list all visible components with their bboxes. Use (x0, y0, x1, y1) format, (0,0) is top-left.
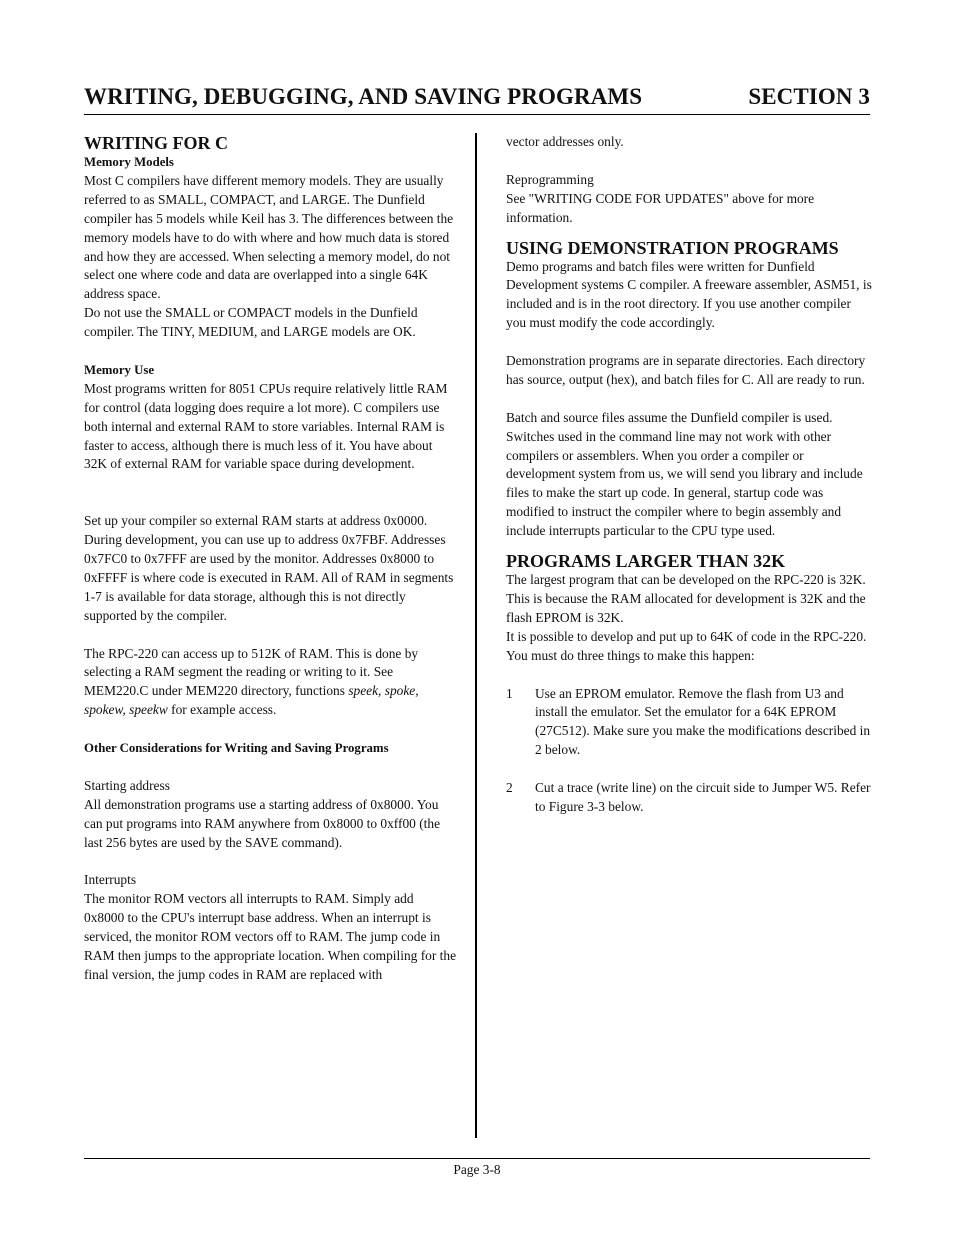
larger-paragraph-1: The largest program that can be developed on the RPC-220 is 32K. This is because the RAM allocated for development is 32K and the flash EPROM is 32K. (506, 572, 866, 625)
memory-models-note: Do not use the SMALL or COMPACT models in the Dunfield compiler. The TINY, MEDIUM, and LARGE models are OK. (84, 305, 418, 340)
section-number: SECTION 3 (748, 84, 870, 109)
list-item-text: Use an EPROM emulator. Remove the flash from U3 and install the emulator. Set the emulator for a 64K EPROM (27C512). Make sure you make the modifications described in 2 below. (535, 685, 871, 758)
demo-programs-heading: USING DEMONSTRATION PROGRAMS (506, 237, 839, 258)
demo-paragraph-2: Demonstration programs are in separate directories. Each directory has source, output (hex), and batch files for C. All are ready to run. (506, 353, 866, 387)
list-item-number: 2 (506, 780, 513, 796)
page-header (84, 84, 870, 115)
continued-text: vector addresses only. (506, 134, 624, 149)
section-title: WRITING, DEBUGGING, AND SAVING PROGRAMS (84, 84, 643, 109)
external-ram-paragraph: Set up your compiler so external RAM starts at address 0x0000. During development, you can use up to address 0x7FBF. Addresses 0x7FC0 to 0x7FFF are used by the monitor. Addresses 0x8000 to 0xFFFF is where code is executed in RAM. All of RAM in segments 1-7 is available for data storage, although this is not directly supported by the compiler. (84, 513, 454, 623)
memory-use-paragraph: Most programs written for 8051 CPUs require relatively little RAM for control (data logging does require a lot more). C compilers use both internal and external RAM to store variables. Internal RAM is faster to access, although there is much less of it. You have about 32K of external RAM for variable space during development. (84, 380, 448, 472)
memory-models-paragraph: Most C compilers have different memory models. They are usually referred to as SMALL, COMPACT, and LARGE. The Dunfield compiler has 5 models while Keil has 3. The differences between the memory models have to do with where and how much data is stored and how they are accessed. When selecting a memory model, do not select one where code and data are overlapped into a single 64K address space. (84, 172, 454, 302)
demo-paragraph-1: Demo programs and batch files were written for Dunfield Development systems C compiler. A freeware assembler, ASM51, is included and is in the root directory. If you use another compiler you must modify the code accordingly. (506, 258, 872, 331)
reprogramming-paragraph: See "WRITING CODE FOR UPDATES" above for more information. (506, 190, 815, 225)
writing-for-c-heading: WRITING FOR C (84, 133, 229, 153)
left-column (84, 133, 456, 985)
interrupts-label: Interrupts (84, 872, 137, 888)
function-names: speek, spoke, spokew, speekw (84, 683, 419, 718)
page-number: Page 3-8 (453, 1162, 501, 1177)
page-footer (84, 1158, 870, 1177)
list-item (506, 779, 872, 817)
right-column (506, 133, 872, 817)
other-considerations-subheading: Other Considerations for Writing and Saving Programs (84, 741, 389, 756)
starting-address-label: Starting address (84, 777, 170, 793)
reprogramming-label: Reprogramming (506, 171, 594, 187)
memory-use-subheading: Memory Use (84, 362, 154, 377)
demo-paragraph-3: Batch and source files assume the Dunfield compiler is used. Switches used in the command line may not work with other compilers or assemblers. When you order a compiler or development system from us, we will send you library and include files to make the start up code. In general, startup code was modified to instruct the compiler where to begin assembly and include interrupts particular to the CPU type used. (506, 409, 863, 539)
column-divider (475, 133, 477, 1138)
list-item (506, 685, 872, 761)
starting-address-paragraph: All demonstration programs use a starting address of 0x8000. You can put programs into RAM anywhere from 0x8000 to 0xff00 (the last 256 bytes are used by the SAVE command). (84, 796, 441, 850)
interrupts-paragraph: The monitor ROM vectors all interrupts to RAM. Simply add 0x8000 to the CPU's interrupt base address. When an interrupt is serviced, the monitor ROM vectors off to RAM. The jump code in RAM then jumps to the appropriate location. When compiling for the final version, the jump codes in RAM are replaced with (84, 891, 457, 982)
larger-paragraph-2: It is possible to develop and put up to 64K of code in the RPC-220. You must do three things to make this happen: (506, 628, 867, 663)
memory-models-subheading: Memory Models (84, 155, 174, 169)
list-item-text: Cut a trace (write line) on the circuit side to Jumper W5. Refer to Figure 3-3 below. (535, 780, 871, 814)
ram-segment-paragraph: The RPC-220 can access up to 512K of RAM. This is done by selecting a RAM segment the reading or writing to it. See MEM220.C under MEM220 directory, functions speek, spoke, spokew, speekw for example access. (84, 645, 419, 718)
list-item-number: 1 (506, 685, 513, 701)
larger-programs-heading: PROGRAMS LARGER THAN 32K (506, 551, 786, 572)
